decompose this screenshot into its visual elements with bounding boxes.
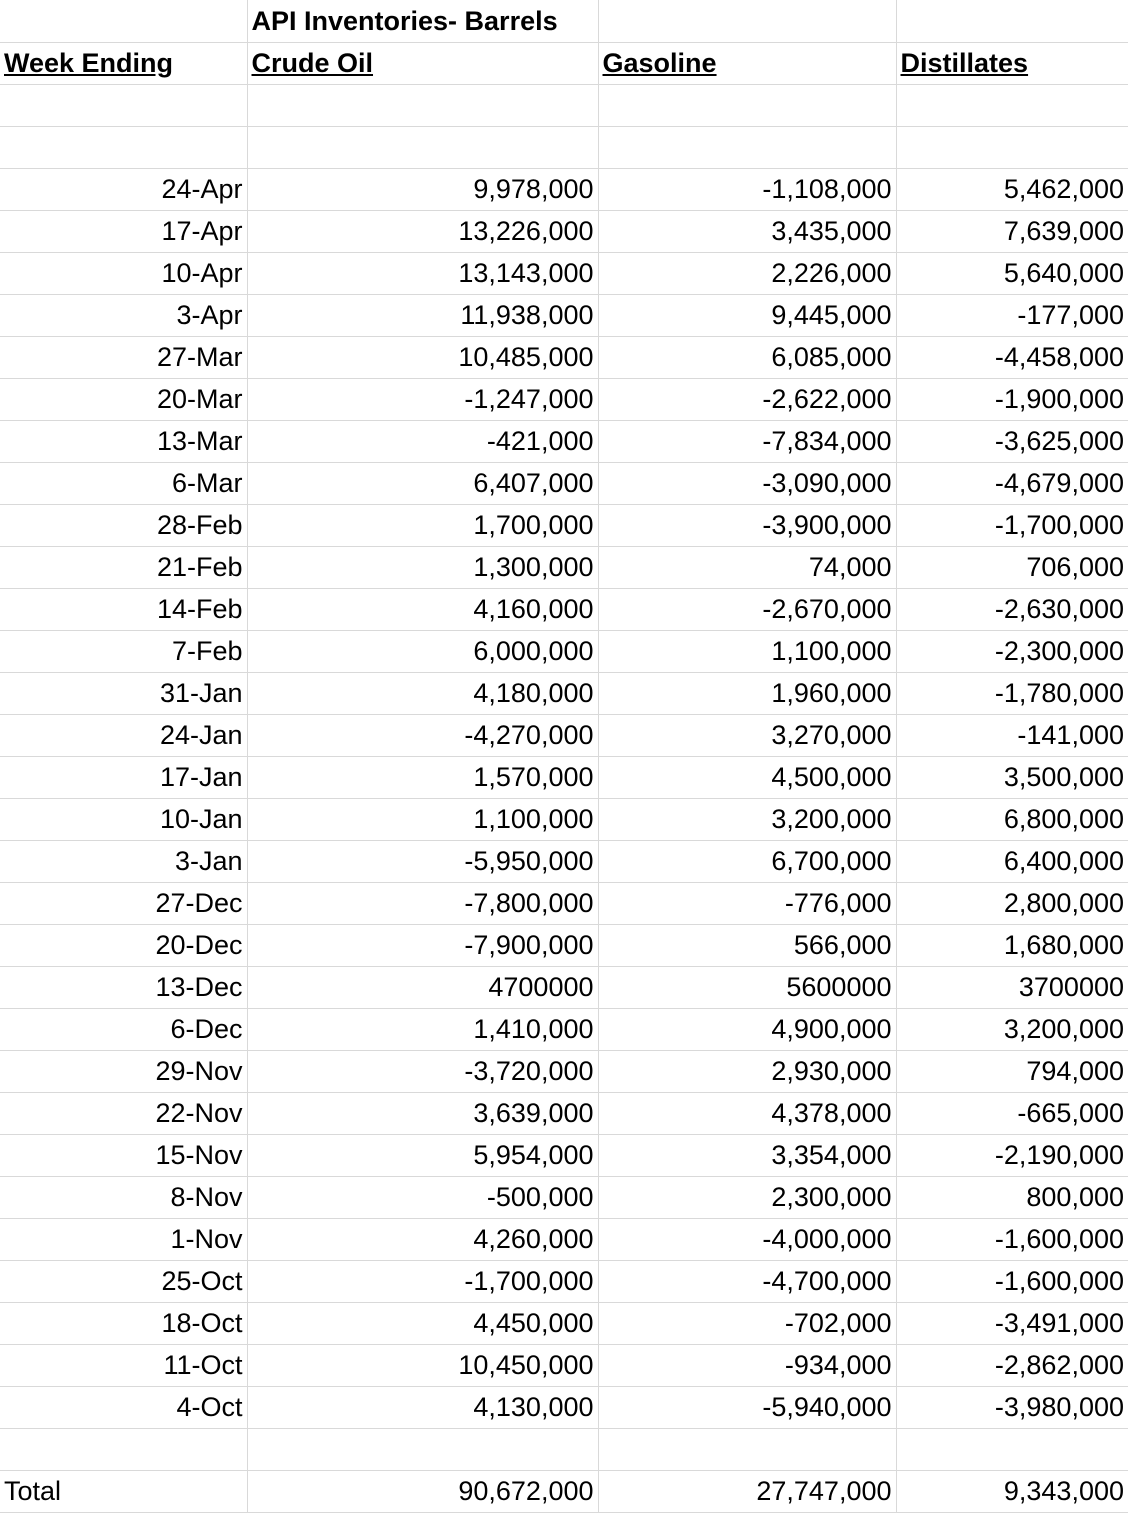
table-row (0, 294, 1128, 336)
week-ending-cell[interactable]: 24-Apr (0, 168, 247, 210)
distillates-cell[interactable]: -3,491,000 (896, 1302, 1128, 1344)
gasoline-cell[interactable]: -7,834,000 (598, 420, 896, 462)
table-row (0, 630, 1128, 672)
gasoline-cell[interactable]: -702,000 (598, 1302, 896, 1344)
cell[interactable] (598, 1428, 896, 1470)
gasoline-cell[interactable]: 5600000 (598, 966, 896, 1008)
distillates-cell[interactable]: 3,200,000 (896, 1008, 1128, 1050)
gasoline-cell[interactable]: -2,670,000 (598, 588, 896, 630)
distillates-cell[interactable]: 6,400,000 (896, 840, 1128, 882)
cell[interactable] (896, 126, 1128, 168)
week-ending-cell[interactable]: 25-Oct (0, 1260, 247, 1302)
distillates-cell[interactable]: 7,639,000 (896, 210, 1128, 252)
crude-oil-cell[interactable]: 4700000 (247, 966, 598, 1008)
table-row (0, 1050, 1128, 1092)
table-row (0, 714, 1128, 756)
table-row (0, 252, 1128, 294)
total-row (0, 1470, 1128, 1512)
distillates-cell[interactable]: -3,980,000 (896, 1386, 1128, 1428)
crude-oil-cell[interactable]: 5,954,000 (247, 1134, 598, 1176)
cell[interactable] (896, 84, 1128, 126)
table-row (0, 420, 1128, 462)
gasoline-cell[interactable]: -4,000,000 (598, 1218, 896, 1260)
gasoline-cell[interactable]: 3,200,000 (598, 798, 896, 840)
gasoline-cell[interactable]: 4,500,000 (598, 756, 896, 798)
crude-oil-cell[interactable]: 4,180,000 (247, 672, 598, 714)
crude-oil-cell[interactable]: 6,000,000 (247, 630, 598, 672)
gasoline-cell[interactable]: -3,090,000 (598, 462, 896, 504)
table-row (0, 1386, 1128, 1428)
gasoline-cell[interactable]: 6,700,000 (598, 840, 896, 882)
week-ending-cell[interactable]: 24-Jan (0, 714, 247, 756)
total-gasoline[interactable]: 27,747,000 (598, 1470, 896, 1512)
week-ending-cell[interactable]: 31-Jan (0, 672, 247, 714)
week-ending-cell[interactable]: 15-Nov (0, 1134, 247, 1176)
gasoline-cell[interactable]: 2,300,000 (598, 1176, 896, 1218)
gasoline-cell[interactable]: 4,378,000 (598, 1092, 896, 1134)
crude-oil-cell[interactable]: 9,978,000 (247, 168, 598, 210)
crude-oil-cell[interactable]: -5,950,000 (247, 840, 598, 882)
table-row (0, 210, 1128, 252)
crude-oil-cell[interactable]: 10,450,000 (247, 1344, 598, 1386)
crude-oil-cell[interactable]: 1,700,000 (247, 504, 598, 546)
gasoline-cell[interactable]: 4,900,000 (598, 1008, 896, 1050)
crude-oil-cell[interactable]: -3,720,000 (247, 1050, 598, 1092)
table-row (0, 168, 1128, 210)
header-crude-oil[interactable]: Crude Oil (247, 42, 598, 84)
week-ending-cell[interactable]: 11-Oct (0, 1344, 247, 1386)
table-row (0, 1134, 1128, 1176)
distillates-cell[interactable]: 6,800,000 (896, 798, 1128, 840)
gasoline-cell[interactable]: -2,622,000 (598, 378, 896, 420)
gasoline-cell[interactable]: -5,940,000 (598, 1386, 896, 1428)
week-ending-cell[interactable]: 27-Mar (0, 336, 247, 378)
crude-oil-cell[interactable]: -1,247,000 (247, 378, 598, 420)
crude-oil-cell[interactable]: 4,260,000 (247, 1218, 598, 1260)
week-ending-cell[interactable]: 10-Apr (0, 252, 247, 294)
distillates-cell[interactable]: 794,000 (896, 1050, 1128, 1092)
gasoline-cell[interactable]: -776,000 (598, 882, 896, 924)
distillates-cell[interactable]: -1,600,000 (896, 1260, 1128, 1302)
table-row (0, 966, 1128, 1008)
table-row (0, 546, 1128, 588)
table-row (0, 462, 1128, 504)
distillates-cell[interactable]: -2,190,000 (896, 1134, 1128, 1176)
table-row (0, 924, 1128, 966)
week-ending-cell[interactable]: 20-Mar (0, 378, 247, 420)
week-ending-cell[interactable]: 6-Dec (0, 1008, 247, 1050)
cell[interactable] (598, 0, 896, 42)
table-row (0, 1344, 1128, 1386)
gasoline-cell[interactable]: 9,445,000 (598, 294, 896, 336)
week-ending-cell[interactable]: 6-Mar (0, 462, 247, 504)
crude-oil-cell[interactable]: -1,700,000 (247, 1260, 598, 1302)
gasoline-cell[interactable]: 3,354,000 (598, 1134, 896, 1176)
distillates-cell[interactable]: -1,900,000 (896, 378, 1128, 420)
week-ending-cell[interactable]: 14-Feb (0, 588, 247, 630)
crude-oil-cell[interactable]: -7,900,000 (247, 924, 598, 966)
week-ending-cell[interactable]: 10-Jan (0, 798, 247, 840)
week-ending-cell[interactable]: 3-Apr (0, 294, 247, 336)
crude-oil-cell[interactable]: 13,143,000 (247, 252, 598, 294)
table-row (0, 1176, 1128, 1218)
table-row (0, 504, 1128, 546)
gasoline-cell[interactable]: 74,000 (598, 546, 896, 588)
cell[interactable] (247, 84, 598, 126)
distillates-cell[interactable]: -2,630,000 (896, 588, 1128, 630)
table-row (0, 1302, 1128, 1344)
week-ending-cell[interactable]: 21-Feb (0, 546, 247, 588)
cell[interactable] (896, 0, 1128, 42)
distillates-cell[interactable]: -1,600,000 (896, 1218, 1128, 1260)
week-ending-cell[interactable]: 13-Dec (0, 966, 247, 1008)
week-ending-cell[interactable]: 3-Jan (0, 840, 247, 882)
table-row (0, 1218, 1128, 1260)
header-distillates[interactable]: Distillates (896, 42, 1128, 84)
crude-oil-cell[interactable]: 11,938,000 (247, 294, 598, 336)
distillates-cell[interactable]: 3,500,000 (896, 756, 1128, 798)
distillates-cell[interactable]: 1,680,000 (896, 924, 1128, 966)
crude-oil-cell[interactable]: -421,000 (247, 420, 598, 462)
cell[interactable] (896, 1428, 1128, 1470)
distillates-cell[interactable]: -3,625,000 (896, 420, 1128, 462)
table-row (0, 588, 1128, 630)
distillates-cell[interactable]: -2,862,000 (896, 1344, 1128, 1386)
cell[interactable] (0, 126, 247, 168)
distillates-cell[interactable]: 2,800,000 (896, 882, 1128, 924)
crude-oil-cell[interactable]: 6,407,000 (247, 462, 598, 504)
total-label[interactable]: Total (0, 1470, 247, 1512)
table-row (0, 1008, 1128, 1050)
gasoline-cell[interactable]: 3,270,000 (598, 714, 896, 756)
gasoline-cell[interactable]: 2,226,000 (598, 252, 896, 294)
cell[interactable] (598, 126, 896, 168)
crude-oil-cell[interactable]: 13,226,000 (247, 210, 598, 252)
distillates-cell[interactable]: -4,679,000 (896, 462, 1128, 504)
cell[interactable] (0, 84, 247, 126)
distillates-cell[interactable]: -1,700,000 (896, 504, 1128, 546)
crude-oil-cell[interactable]: 10,485,000 (247, 336, 598, 378)
header-week-ending[interactable]: Week Ending (0, 42, 247, 84)
gasoline-cell[interactable]: 6,085,000 (598, 336, 896, 378)
gasoline-cell[interactable]: -1,108,000 (598, 168, 896, 210)
distillates-cell[interactable]: -2,300,000 (896, 630, 1128, 672)
distillates-cell[interactable]: -4,458,000 (896, 336, 1128, 378)
week-ending-cell[interactable]: 29-Nov (0, 1050, 247, 1092)
week-ending-cell[interactable]: 27-Dec (0, 882, 247, 924)
distillates-cell[interactable]: -177,000 (896, 294, 1128, 336)
blank-row (0, 1428, 1128, 1470)
crude-oil-cell[interactable]: 4,160,000 (247, 588, 598, 630)
table-row (0, 672, 1128, 714)
table-row (0, 1260, 1128, 1302)
blank-row (0, 84, 1128, 126)
table-row (0, 336, 1128, 378)
sheet-title[interactable]: API Inventories- Barrels (247, 0, 598, 42)
gasoline-cell[interactable]: 1,100,000 (598, 630, 896, 672)
crude-oil-cell[interactable]: -4,270,000 (247, 714, 598, 756)
crude-oil-cell[interactable]: -7,800,000 (247, 882, 598, 924)
table-row (0, 378, 1128, 420)
header-row (0, 42, 1128, 84)
cell[interactable] (0, 1428, 247, 1470)
cell[interactable] (247, 126, 598, 168)
week-ending-cell[interactable]: 22-Nov (0, 1092, 247, 1134)
blank-row (0, 126, 1128, 168)
week-ending-cell[interactable]: 20-Dec (0, 924, 247, 966)
crude-oil-cell[interactable]: -500,000 (247, 1176, 598, 1218)
week-ending-cell[interactable]: 17-Apr (0, 210, 247, 252)
crude-oil-cell[interactable]: 1,570,000 (247, 756, 598, 798)
week-ending-cell[interactable]: 28-Feb (0, 504, 247, 546)
distillates-cell[interactable]: 800,000 (896, 1176, 1128, 1218)
title-row (0, 0, 1128, 42)
gasoline-cell[interactable]: -934,000 (598, 1344, 896, 1386)
week-ending-cell[interactable]: 1-Nov (0, 1218, 247, 1260)
gasoline-cell[interactable]: 1,960,000 (598, 672, 896, 714)
header-gasoline[interactable]: Gasoline (598, 42, 896, 84)
distillates-cell[interactable]: -665,000 (896, 1092, 1128, 1134)
table-row (0, 798, 1128, 840)
crude-oil-cell[interactable]: 1,300,000 (247, 546, 598, 588)
week-ending-cell[interactable]: 17-Jan (0, 756, 247, 798)
total-distillates[interactable]: 9,343,000 (896, 1470, 1128, 1512)
table-row (0, 840, 1128, 882)
gasoline-cell[interactable]: 2,930,000 (598, 1050, 896, 1092)
crude-oil-cell[interactable]: 4,130,000 (247, 1386, 598, 1428)
week-ending-cell[interactable]: 8-Nov (0, 1176, 247, 1218)
table-row (0, 882, 1128, 924)
gasoline-cell[interactable]: -3,900,000 (598, 504, 896, 546)
distillates-cell[interactable]: 706,000 (896, 546, 1128, 588)
distillates-cell[interactable]: -1,780,000 (896, 672, 1128, 714)
cell[interactable] (247, 1428, 598, 1470)
total-crude-oil[interactable]: 90,672,000 (247, 1470, 598, 1512)
crude-oil-cell[interactable]: 3,639,000 (247, 1092, 598, 1134)
distillates-cell[interactable]: -141,000 (896, 714, 1128, 756)
crude-oil-cell[interactable]: 1,410,000 (247, 1008, 598, 1050)
distillates-cell[interactable]: 5,462,000 (896, 168, 1128, 210)
week-ending-cell[interactable]: 7-Feb (0, 630, 247, 672)
table-row (0, 1092, 1128, 1134)
week-ending-cell[interactable]: 18-Oct (0, 1302, 247, 1344)
crude-oil-cell[interactable]: 4,450,000 (247, 1302, 598, 1344)
week-ending-cell[interactable]: 4-Oct (0, 1386, 247, 1428)
table-row (0, 756, 1128, 798)
gasoline-cell[interactable]: 566,000 (598, 924, 896, 966)
cell[interactable] (0, 0, 247, 42)
crude-oil-cell[interactable]: 1,100,000 (247, 798, 598, 840)
week-ending-cell[interactable]: 13-Mar (0, 420, 247, 462)
distillates-cell[interactable]: 5,640,000 (896, 252, 1128, 294)
distillates-cell[interactable]: 3700000 (896, 966, 1128, 1008)
cell[interactable] (598, 84, 896, 126)
gasoline-cell[interactable]: -4,700,000 (598, 1260, 896, 1302)
gasoline-cell[interactable]: 3,435,000 (598, 210, 896, 252)
